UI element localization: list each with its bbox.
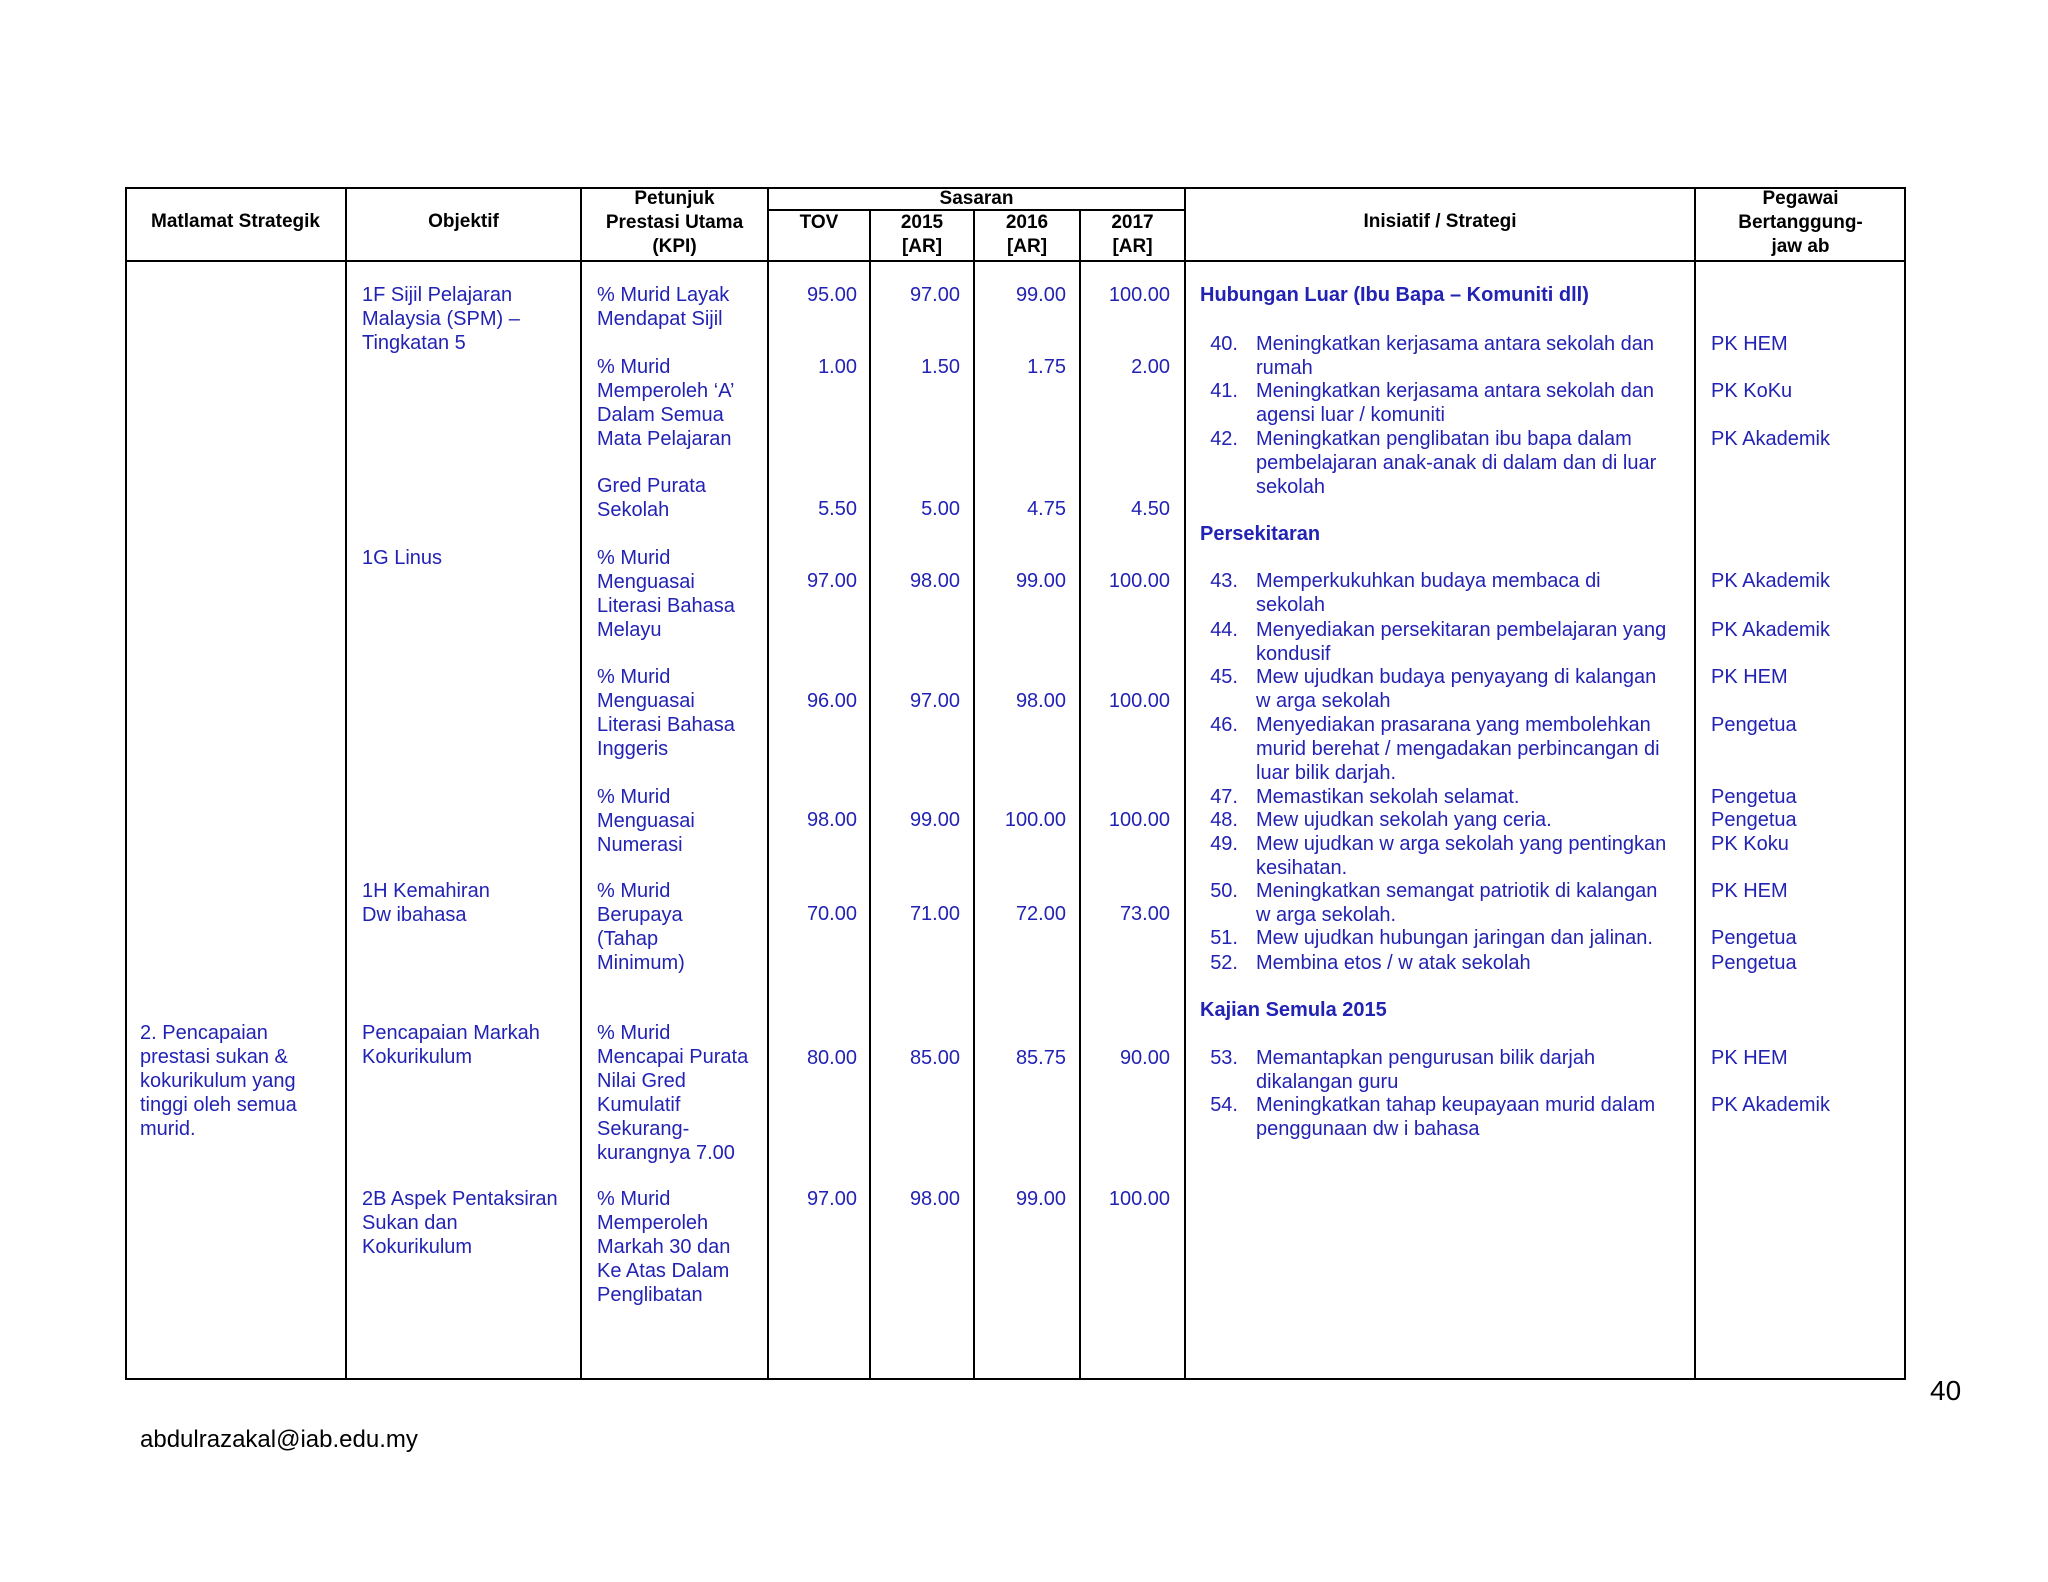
strategy-item xyxy=(0,785,2048,809)
kpi-2017-value: 100.00 xyxy=(1108,1188,1170,1210)
strategy-officer: Pengetua xyxy=(1711,714,1797,736)
strategy-number: 41. xyxy=(1210,380,1238,402)
kpi-tov-value: 97.00 xyxy=(806,570,857,592)
strategy-officer: Pengetua xyxy=(1711,952,1797,974)
kpi-tov-value: 95.00 xyxy=(806,284,857,306)
strategy-number: 43. xyxy=(1210,570,1238,592)
header-2017: 2017 [AR] xyxy=(1111,212,1154,257)
kpi-2017-value: 100.00 xyxy=(1108,570,1170,592)
kpi-2016-value: 99.00 xyxy=(1015,570,1066,592)
kpi-2016-value: 1.75 xyxy=(1027,356,1066,378)
objektif-text: 1F Sijil Pelajaran Malaysia (SPM) – Tingkatan 5 xyxy=(362,284,520,354)
strategy-text: Mew ujudkan sekolah yang ceria. xyxy=(1256,809,1552,831)
kpi-indicator: % Murid Menguasai Literasi Bahasa Inggeris xyxy=(597,666,735,760)
strategy-number: 44. xyxy=(1210,619,1238,641)
kpi-indicator: % Murid Menguasai Literasi Bahasa Melayu xyxy=(597,547,735,641)
strategy-officer: PK Akademik xyxy=(1711,619,1830,641)
strategy-text: Meningkatkan kerjasama antara sekolah dan agensi luar / komuniti xyxy=(1256,380,1655,426)
strategy-officer: Pengetua xyxy=(1711,786,1797,808)
kpi-indicator: Gred Purata Sekolah xyxy=(597,475,706,521)
strategy-officer: Pengetua xyxy=(1711,809,1797,831)
kpi-indicator: % Murid Mencapai Purata Nilai Gred Kumulatif Sekurang- kurangnya 7.00 xyxy=(597,1022,749,1164)
header-kpi: Petunjuk Prestasi Utama (KPI) xyxy=(605,188,744,257)
kpi-2017-value: 100.00 xyxy=(1108,284,1170,306)
objektif-text: 1H Kemahiran Dw ibahasa xyxy=(362,880,490,926)
header-sasaran: Sasaran xyxy=(939,188,1014,209)
strategy-text: Memastikan sekolah selamat. xyxy=(1256,786,1520,808)
kpi-tov-value: 80.00 xyxy=(806,1047,857,1069)
kpi-2015-value: 97.00 xyxy=(909,284,960,306)
strategy-number: 47. xyxy=(1210,786,1238,808)
column-divider xyxy=(1184,187,1186,1380)
kpi-2016-value: 100.00 xyxy=(1004,809,1066,831)
strategy-officer: PK HEM xyxy=(1711,880,1788,902)
kpi-2016-value: 99.00 xyxy=(1015,284,1066,306)
kpi-2017-value: 100.00 xyxy=(1108,690,1170,712)
strategy-number: 45. xyxy=(1210,666,1238,688)
kpi-2015-value: 98.00 xyxy=(909,570,960,592)
kpi-2015-value: 5.00 xyxy=(921,498,960,520)
strategy-officer: PK Akademik xyxy=(1711,1094,1830,1116)
strategy-section-title: Kajian Semula 2015 xyxy=(1200,999,1387,1021)
matlamat-text: 2. Pencapaian prestasi sukan & kokurikulum yang tinggi oleh semua murid. xyxy=(140,1022,297,1140)
strategy-number: 48. xyxy=(1210,809,1238,831)
strategy-officer: PK Akademik xyxy=(1711,428,1830,450)
strategy-item xyxy=(0,808,2048,832)
header-divider xyxy=(125,260,1906,262)
strategy-officer: PK HEM xyxy=(1711,333,1788,355)
strategy-text: Meningkatkan tahap keupayaan murid dalam penggunaan dw i bahasa xyxy=(1256,1094,1656,1140)
strategy-text: Mew ujudkan budaya penyayang di kalangan w arga sekolah xyxy=(1256,666,1657,712)
strategy-number: 40. xyxy=(1210,333,1238,355)
header-2015: 2015 [AR] xyxy=(900,212,944,257)
header-tov: TOV xyxy=(799,212,839,233)
strategy-text: Mew ujudkan w arga sekolah yang pentingkan kesihatan. xyxy=(1256,833,1667,879)
kpi-2015-value: 98.00 xyxy=(909,1188,960,1210)
kpi-tov-value: 96.00 xyxy=(806,690,857,712)
column-divider xyxy=(345,187,347,1380)
kpi-2015-value: 99.00 xyxy=(909,809,960,831)
header-inisiatif-strategi: Inisiatif / Strategi xyxy=(1363,211,1517,232)
strategy-number: 46. xyxy=(1210,714,1238,736)
kpi-2016-value: 98.00 xyxy=(1015,690,1066,712)
objektif-text: 1G Linus xyxy=(362,547,443,569)
strategy-officer: PK Akademik xyxy=(1711,570,1830,592)
kpi-tov-value: 98.00 xyxy=(806,809,857,831)
strategy-text: Meningkatkan penglibatan ibu bapa dalam pembelajaran anak-anak di dalam dan di luar sekolah xyxy=(1256,428,1657,498)
kpi-2017-value: 100.00 xyxy=(1108,809,1170,831)
header-2016: 2016 [AR] xyxy=(1005,212,1049,257)
strategy-number: 49. xyxy=(1210,833,1238,855)
strategy-number: 50. xyxy=(1210,880,1238,902)
footer-email: abdulrazakal@iab.edu.my xyxy=(140,1426,418,1453)
kpi-2015-value: 71.00 xyxy=(909,903,960,925)
kpi-2015-value: 1.50 xyxy=(921,356,960,378)
header-pegawai: Pegawai Bertanggung- jaw ab xyxy=(1738,188,1863,257)
strategy-officer: PK Koku xyxy=(1711,833,1789,855)
strategy-text: Memperkukuhkan budaya membaca di sekolah xyxy=(1256,570,1601,616)
strategy-item xyxy=(0,1046,2048,1093)
kpi-indicator: % Murid Berupaya (Tahap Minimum) xyxy=(597,880,685,974)
column-divider xyxy=(580,187,582,1380)
strategy-number: 51. xyxy=(1210,927,1238,949)
kpi-tov-value: 97.00 xyxy=(806,1188,857,1210)
strategy-item xyxy=(0,618,2048,665)
strategy-number: 53. xyxy=(1210,1047,1238,1069)
kpi-indicator: % Murid Memperoleh Markah 30 dan Ke Atas Dalam Penglibatan xyxy=(597,1188,731,1306)
header-objektif: Objektif xyxy=(428,211,499,232)
strategy-section-title: Hubungan Luar (Ibu Bapa – Komuniti dll) xyxy=(1200,284,1589,306)
kpi-indicator: % Murid Layak Mendapat Sijil xyxy=(597,284,730,330)
kpi-2017-value: 73.00 xyxy=(1119,903,1170,925)
strategy-number: 54. xyxy=(1210,1094,1238,1116)
strategy-officer: Pengetua xyxy=(1711,927,1797,949)
strategy-item xyxy=(0,926,2048,950)
kpi-tov-value: 5.50 xyxy=(818,498,857,520)
kpi-2016-value: 85.75 xyxy=(1015,1047,1066,1069)
strategy-text: Meningkatkan kerjasama antara sekolah dan rumah xyxy=(1256,333,1655,379)
kpi-2017-value: 2.00 xyxy=(1131,356,1170,378)
strategy-text: Meningkatkan semangat patriotik di kalangan w arga sekolah. xyxy=(1256,880,1658,926)
strategy-text: Mew ujudkan hubungan jaringan dan jalinan. xyxy=(1256,927,1653,949)
strategy-number: 42. xyxy=(1210,428,1238,450)
strategy-item xyxy=(0,1093,2048,1140)
strategy-officer: PK HEM xyxy=(1711,666,1788,688)
kpi-tov-value: 1.00 xyxy=(818,356,857,378)
kpi-2016-value: 99.00 xyxy=(1015,1188,1066,1210)
kpi-2016-value: 4.75 xyxy=(1027,498,1066,520)
kpi-2016-value: 72.00 xyxy=(1015,903,1066,925)
kpi-2017-value: 4.50 xyxy=(1131,498,1170,520)
kpi-indicator: % Murid Memperoleh ‘A’ Dalam Semua Mata Pelajaran xyxy=(597,356,735,450)
page-number: 40 xyxy=(1930,1375,1962,1406)
strategy-text: Membina etos / w atak sekolah xyxy=(1256,952,1531,974)
kpi-2015-value: 97.00 xyxy=(909,690,960,712)
kpi-tov-value: 70.00 xyxy=(806,903,857,925)
column-divider xyxy=(1694,187,1696,1380)
strategy-number: 52. xyxy=(1210,952,1238,974)
strategy-text: Menyediakan persekitaran pembelajaran yang kondusif xyxy=(1256,619,1667,665)
kpi-indicator: % Murid Menguasai Numerasi xyxy=(597,786,695,856)
strategy-officer: PK HEM xyxy=(1711,1047,1788,1069)
kpi-2017-value: 90.00 xyxy=(1119,1047,1170,1069)
strategy-item xyxy=(0,832,2048,879)
header-matlamat-strategik: Matlamat Strategik xyxy=(151,211,320,232)
kpi-2015-value: 85.00 xyxy=(909,1047,960,1069)
objektif-text: Pencapaian Markah Kokurikulum xyxy=(362,1022,540,1068)
strategy-text: Memantapkan pengurusan bilik darjah dikalangan guru xyxy=(1256,1047,1596,1093)
strategy-text: Menyediakan prasarana yang membolehkan murid berehat / mengadakan perbincangan di luar bilik darjah. xyxy=(1256,714,1660,784)
strategy-officer: PK KoKu xyxy=(1711,380,1793,402)
objektif-text: 2B Aspek Pentaksiran Sukan dan Kokurikulum xyxy=(362,1188,558,1258)
strategy-section-title: Persekitaran xyxy=(1200,523,1321,545)
strategy-item xyxy=(0,951,2048,975)
